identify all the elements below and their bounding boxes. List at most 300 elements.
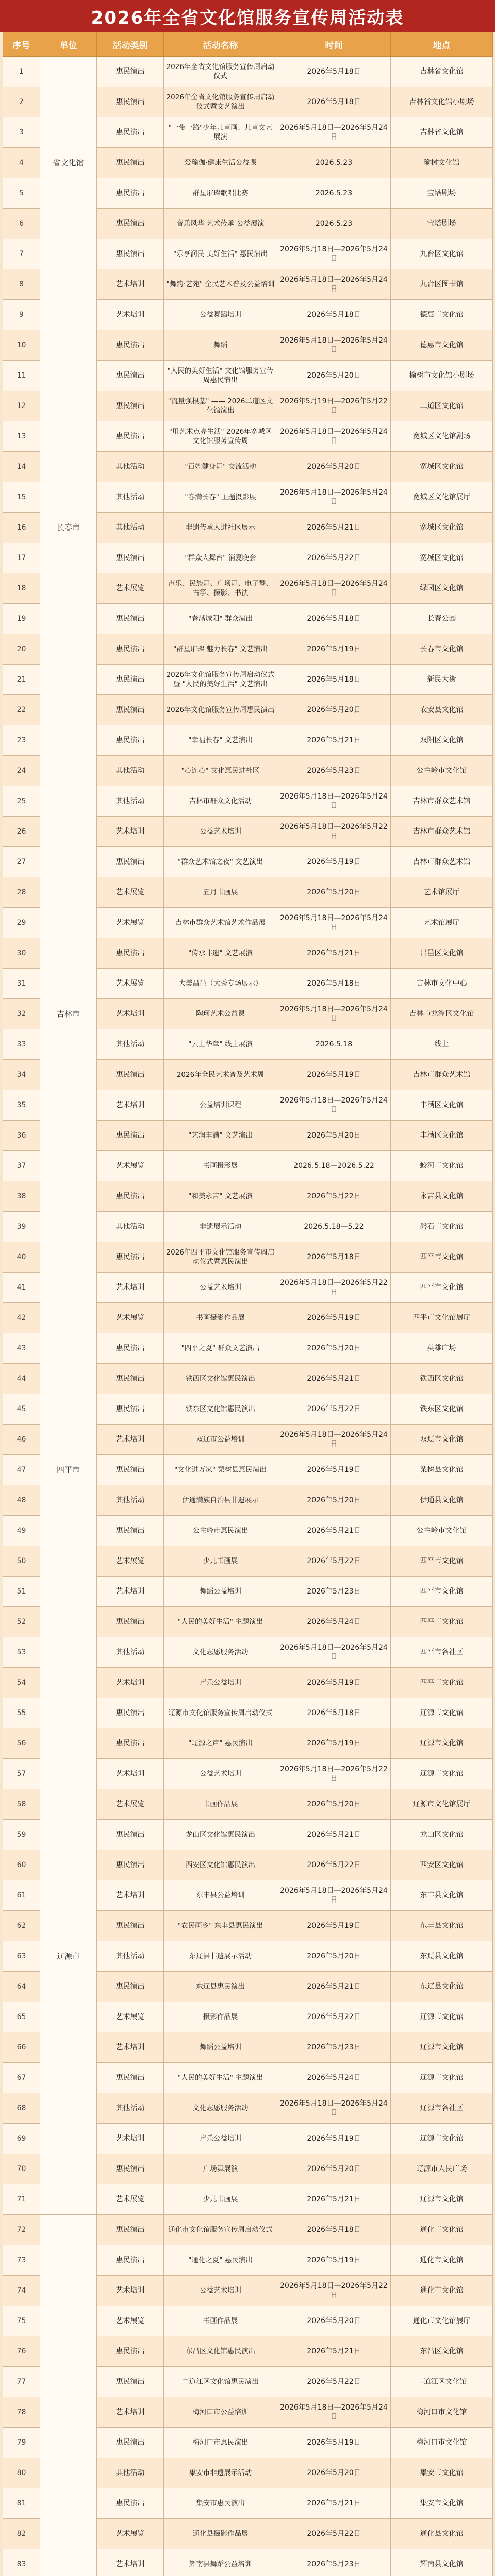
activity-name: 铁东区文化馆惠民演出 <box>164 1394 277 1425</box>
row-number: 8 <box>3 269 40 300</box>
activity-name: 集安市非遗展示活动 <box>164 2458 277 2488</box>
activity-name: 2026年文化馆服务宣传周惠民演出 <box>164 695 277 725</box>
activity-type: 惠民演出 <box>97 421 164 452</box>
activity-time: 2026年5月18日—2026年5月24日 <box>277 573 391 604</box>
activity-name: 辽源市文化馆服务宣传周启动仪式 <box>164 1698 277 1728</box>
activity-name: "艺润丰满" 文艺演出 <box>164 1121 277 1151</box>
row-number: 54 <box>3 1668 40 1698</box>
activity-place: 四平市文化馆 <box>391 1607 493 1637</box>
activity-time: 2026年5月20日 <box>277 452 391 482</box>
activity-place: 新民大街 <box>391 665 493 695</box>
row-number: 26 <box>3 817 40 847</box>
row-number: 83 <box>3 2549 40 2576</box>
activity-time: 2026年5月19日 <box>277 1668 391 1698</box>
activity-type: 艺术展览 <box>97 573 164 604</box>
activity-name: 少儿书画展 <box>164 2184 277 2215</box>
activity-name: 陶珂艺术公益课 <box>164 999 277 1029</box>
activity-time: 2026年5月21日 <box>277 513 391 543</box>
activity-place: 四平市各社区 <box>391 1637 493 1668</box>
activity-type: 艺术培训 <box>97 2549 164 2576</box>
row-number: 59 <box>3 1820 40 1850</box>
activity-name: "云上华章" 线上展演 <box>164 1029 277 1060</box>
row-number: 18 <box>3 573 40 604</box>
activity-name: 通化县摄影作品展 <box>164 2519 277 2549</box>
activity-time: 2026年5月19日 <box>277 1728 391 1759</box>
activity-place: 瑜树文化馆 <box>391 148 493 178</box>
activity-place: 吉林市群众艺术馆 <box>391 786 493 817</box>
activity-name: 铁西区文化馆惠民演出 <box>164 1364 277 1394</box>
activity-place: 辽源市文化馆 <box>391 2063 493 2093</box>
activity-type: 艺术培训 <box>97 300 164 330</box>
activity-name: 公益艺术培训 <box>164 1273 277 1303</box>
activity-type: 其他活动 <box>97 786 164 817</box>
activity-place: 榆树市文化馆小剧场 <box>391 361 493 391</box>
activity-time: 2026年5月19日 <box>277 1060 391 1090</box>
activity-name: 声乐公益培训 <box>164 1668 277 1698</box>
activity-type: 其他活动 <box>97 2093 164 2124</box>
row-number: 24 <box>3 756 40 786</box>
row-number: 49 <box>3 1516 40 1546</box>
activity-place: 宽城区文化馆剧场 <box>391 421 493 452</box>
row-number: 29 <box>3 908 40 938</box>
activity-place: 长春市文化馆 <box>391 634 493 665</box>
activity-time: 2026年5月23日 <box>277 2549 391 2576</box>
activity-time: 2026.5.18 <box>277 1029 391 1060</box>
activity-type: 其他活动 <box>97 1485 164 1516</box>
activity-type: 惠民演出 <box>97 391 164 421</box>
activity-place: 四平市文化馆 <box>391 1668 493 1698</box>
row-number: 67 <box>3 2063 40 2093</box>
activity-time: 2026年5月20日 <box>277 1121 391 1151</box>
table-row <box>3 269 493 300</box>
row-number: 51 <box>3 1577 40 1607</box>
activity-type: 惠民演出 <box>97 1911 164 1941</box>
row-number: 82 <box>3 2519 40 2549</box>
activity-name: 梅河口市公益培训 <box>164 2397 277 2428</box>
row-number: 13 <box>3 421 40 452</box>
page-title: 2026年全省文化馆服务宣传周活动表 <box>0 0 495 32</box>
activity-type: 惠民演出 <box>97 239 164 269</box>
activity-name: 东辽县非遗展示活动 <box>164 1941 277 1972</box>
row-number: 50 <box>3 1546 40 1577</box>
activity-type: 惠民演出 <box>97 330 164 361</box>
activity-place: 四平市文化馆 <box>391 1273 493 1303</box>
activity-time: 2026年5月21日 <box>277 1516 391 1546</box>
activity-type: 惠民演出 <box>97 938 164 969</box>
column-header: 活动类别 <box>97 32 164 57</box>
activity-name: 东辽县惠民演出 <box>164 1972 277 2002</box>
row-number: 3 <box>3 117 40 148</box>
activity-name: 音乐风华 艺术传承 公益展演 <box>164 209 277 239</box>
activity-time: 2026年5月20日 <box>277 1789 391 1820</box>
activity-time: 2026年5月18日—2026年5月24日 <box>277 239 391 269</box>
activity-time: 2026年5月18日—2026年5月22日 <box>277 817 391 847</box>
activity-name: 通化市文化馆服务宣传周启动仪式 <box>164 2215 277 2245</box>
activity-time: 2026年5月20日 <box>277 1333 391 1364</box>
activity-name: 2026年全民艺术普及艺术周 <box>164 1060 277 1090</box>
unit-cell: 吉林市 <box>40 786 97 1242</box>
activity-type: 其他活动 <box>97 452 164 482</box>
activity-place: 辉南县文化馆 <box>391 2549 493 2576</box>
column-header: 序号 <box>3 32 40 57</box>
row-number: 37 <box>3 1151 40 1181</box>
row-number: 11 <box>3 361 40 391</box>
activity-time: 2026年5月18日—2026年5月24日 <box>277 2093 391 2124</box>
activity-type: 惠民演出 <box>97 1455 164 1485</box>
activity-type: 惠民演出 <box>97 87 164 117</box>
activity-place: 通化市文化馆 <box>391 2215 493 2245</box>
activity-type: 其他活动 <box>97 2458 164 2488</box>
activity-time: 2026年5月18日 <box>277 1242 391 1273</box>
activity-type: 艺术展览 <box>97 908 164 938</box>
activity-name: "百姓健身舞" 交流活动 <box>164 452 277 482</box>
activity-name: 伊通满族自治县非遗展示 <box>164 1485 277 1516</box>
activity-place: 梨树县文化馆 <box>391 1455 493 1485</box>
activity-type: 艺术培训 <box>97 1577 164 1607</box>
activity-time: 2026年5月18日—2026年5月22日 <box>277 1273 391 1303</box>
activity-place: 梅河口市文化馆 <box>391 2428 493 2458</box>
activity-time: 2026.5.23 <box>277 178 391 209</box>
row-number: 61 <box>3 1880 40 1911</box>
activity-type: 惠民演出 <box>97 117 164 148</box>
activity-type: 其他活动 <box>97 482 164 513</box>
activity-name: 声乐公益培训 <box>164 2124 277 2154</box>
activity-place: 宽城区文化馆 <box>391 513 493 543</box>
row-number: 1 <box>3 57 40 87</box>
activity-time: 2026年5月22日 <box>277 2367 391 2397</box>
activity-place: 英雄广场 <box>391 1333 493 1364</box>
row-number: 32 <box>3 999 40 1029</box>
activity-name: 2026年全省文化馆服务宣传周启动仪式暨文艺演出 <box>164 87 277 117</box>
activity-name: 文化志愿服务活动 <box>164 2093 277 2124</box>
activity-place: 伊通县文化馆 <box>391 1485 493 1516</box>
activity-time: 2026年5月20日 <box>277 877 391 908</box>
table-row <box>3 57 493 87</box>
row-number: 63 <box>3 1941 40 1972</box>
activity-place: 艺术馆展厅 <box>391 877 493 908</box>
activity-time: 2026年5月18日 <box>277 2215 391 2245</box>
table-header <box>3 32 493 57</box>
activity-name: "通化之夏" 惠民演出 <box>164 2245 277 2276</box>
row-number: 17 <box>3 543 40 573</box>
activity-time: 2026年5月21日 <box>277 1972 391 2002</box>
activity-place: 昌邑区文化馆 <box>391 938 493 969</box>
activity-type: 艺术培训 <box>97 2124 164 2154</box>
activity-place: 辽源市人民广场 <box>391 2154 493 2184</box>
activity-type: 惠民演出 <box>97 148 164 178</box>
activity-type: 惠民演出 <box>97 2154 164 2184</box>
activity-time: 2026年5月22日 <box>277 1394 391 1425</box>
row-number: 52 <box>3 1607 40 1637</box>
activity-place: 东丰县文化馆 <box>391 1880 493 1911</box>
activity-place: 通化市文化馆 <box>391 2245 493 2276</box>
activity-place: 四平市文化馆 <box>391 1577 493 1607</box>
activity-name: "传承非遗" 文艺展演 <box>164 938 277 969</box>
activity-time: 2026年5月23日 <box>277 2032 391 2063</box>
activity-place: 龙山区文化馆 <box>391 1820 493 1850</box>
activity-time: 2026年5月18日 <box>277 665 391 695</box>
activity-name: "文化进万家" 梨树县惠民演出 <box>164 1455 277 1485</box>
activity-type: 惠民演出 <box>97 1394 164 1425</box>
activity-place: 蛟河市文化馆 <box>391 1151 493 1181</box>
activity-place: 永吉县文化馆 <box>391 1181 493 1212</box>
activity-time: 2026年5月20日 <box>277 361 391 391</box>
activity-name: 集安市惠民演出 <box>164 2488 277 2519</box>
activity-name: "群众大舞台" 消夏晚会 <box>164 543 277 573</box>
activity-time: 2026年5月18日 <box>277 604 391 634</box>
activity-place: 东辽县文化馆 <box>391 1941 493 1972</box>
activity-type: 艺术培训 <box>97 817 164 847</box>
row-number: 22 <box>3 695 40 725</box>
activity-type: 其他活动 <box>97 756 164 786</box>
row-number: 21 <box>3 665 40 695</box>
activity-time: 2026年5月22日 <box>277 1850 391 1880</box>
activity-type: 惠民演出 <box>97 1728 164 1759</box>
activity-place: 东昌区文化馆 <box>391 2336 493 2367</box>
row-number: 31 <box>3 969 40 999</box>
activity-name: 文化志愿服务活动 <box>164 1637 277 1668</box>
activity-place: 九台区图书馆 <box>391 269 493 300</box>
activity-place: 吉林省文化馆 <box>391 57 493 87</box>
activity-time: 2026年5月18日—2026年5月24日 <box>277 2397 391 2428</box>
activity-name: 公益艺术培训 <box>164 817 277 847</box>
row-number: 27 <box>3 847 40 877</box>
activity-name: "和美永吉" 文艺展演 <box>164 1181 277 1212</box>
activity-type: 艺术展览 <box>97 1546 164 1577</box>
activity-type: 惠民演出 <box>97 725 164 756</box>
activity-time: 2026年5月18日—2026年5月24日 <box>277 117 391 148</box>
row-number: 25 <box>3 786 40 817</box>
activity-type: 艺术展览 <box>97 1789 164 1820</box>
activity-place: 四平市文化馆展厅 <box>391 1303 493 1333</box>
activity-name: 书画摄影作品展 <box>164 1303 277 1333</box>
row-number: 66 <box>3 2032 40 2063</box>
row-number: 23 <box>3 725 40 756</box>
row-number: 5 <box>3 178 40 209</box>
activity-time: 2026年5月20日 <box>277 2458 391 2488</box>
row-number: 46 <box>3 1425 40 1455</box>
activity-type: 艺术培训 <box>97 1090 164 1121</box>
activity-name: 公益舞蹈培训 <box>164 300 277 330</box>
row-number: 58 <box>3 1789 40 1820</box>
activity-place: 线上 <box>391 1029 493 1060</box>
activity-place: 宽城区文化馆展厅 <box>391 482 493 513</box>
table-row <box>3 1698 493 1728</box>
row-number: 41 <box>3 1273 40 1303</box>
activity-type: 艺术培训 <box>97 2032 164 2063</box>
activity-type: 惠民演出 <box>97 1607 164 1637</box>
activity-name: 书画作品展 <box>164 1789 277 1820</box>
activity-type: 其他活动 <box>97 1941 164 1972</box>
activity-place: 辽源市文化馆 <box>391 2184 493 2215</box>
activity-place: 东辽县文化馆 <box>391 1972 493 2002</box>
activity-time: 2026年5月22日 <box>277 1546 391 1577</box>
activity-name: "人民的美好生活" 主题演出 <box>164 2063 277 2093</box>
activity-name: 摄影作品展 <box>164 2002 277 2032</box>
activity-name: "用艺术点亮生活" 2026年宽城区文化馆服务宣传周 <box>164 421 277 452</box>
activity-name: 爱瑜伽·健康生活公益课 <box>164 148 277 178</box>
activity-time: 2026年5月18日 <box>277 300 391 330</box>
row-number: 62 <box>3 1911 40 1941</box>
activity-place: 四平市文化馆 <box>391 1546 493 1577</box>
activity-type: 艺术展览 <box>97 877 164 908</box>
activity-type: 艺术培训 <box>97 1668 164 1698</box>
activity-name: "舞韵·艺苑" 全民艺术普及公益培训 <box>164 269 277 300</box>
activity-place: 宝塔剧场 <box>391 178 493 209</box>
activity-time: 2026年5月18日 <box>277 87 391 117</box>
table-body <box>3 57 493 2576</box>
activity-place: 吉林市龙潭区文化馆 <box>391 999 493 1029</box>
activity-time: 2026年5月20日 <box>277 2154 391 2184</box>
activity-type: 惠民演出 <box>97 2063 164 2093</box>
activity-time: 2026年5月21日 <box>277 725 391 756</box>
activity-time: 2026年5月18日—2026年5月24日 <box>277 269 391 300</box>
row-number: 74 <box>3 2276 40 2306</box>
activity-name: "春满长春" 主题摄影展 <box>164 482 277 513</box>
row-number: 14 <box>3 452 40 482</box>
activity-name: "心连心" 文化惠民进社区 <box>164 756 277 786</box>
row-number: 15 <box>3 482 40 513</box>
activity-name: 2026年四平市文化馆服务宣传周启动仪式暨惠民演出 <box>164 1242 277 1273</box>
activity-name: 西安区文化馆惠民演出 <box>164 1850 277 1880</box>
activity-type: 艺术展览 <box>97 1151 164 1181</box>
activity-name: 声乐、民族舞、广场舞、电子琴、古筝、摄影、书法 <box>164 573 277 604</box>
column-header: 时间 <box>277 32 391 57</box>
activity-name: 梅河口市惠民演出 <box>164 2428 277 2458</box>
activity-name: "辽源之声" 惠民演出 <box>164 1728 277 1759</box>
activity-type: 惠民演出 <box>97 2215 164 2245</box>
activity-type: 艺术展览 <box>97 2306 164 2336</box>
activity-time: 2026年5月18日—2026年5月24日 <box>277 1637 391 1668</box>
activity-place: 辽源市文化馆 <box>391 2124 493 2154</box>
row-number: 53 <box>3 1637 40 1668</box>
activity-time: 2026年5月20日 <box>277 2306 391 2336</box>
row-number: 36 <box>3 1121 40 1151</box>
row-number: 81 <box>3 2488 40 2519</box>
activity-time: 2026年5月18日—2026年5月24日 <box>277 1880 391 1911</box>
activity-time: 2026年5月18日 <box>277 57 391 87</box>
activity-time: 2026年5月22日 <box>277 2519 391 2549</box>
activity-type: 艺术培训 <box>97 269 164 300</box>
activity-name: "流量强根基" —— 2026二道区文化馆演出 <box>164 391 277 421</box>
activity-type: 惠民演出 <box>97 2245 164 2276</box>
row-number: 10 <box>3 330 40 361</box>
activity-place: 东丰县文化馆 <box>391 1911 493 1941</box>
row-number: 80 <box>3 2458 40 2488</box>
activity-name: "四平之夏" 群众文艺演出 <box>164 1333 277 1364</box>
unit-cell: 省文化馆 <box>40 57 97 269</box>
activity-time: 2026年5月18日 <box>277 1698 391 1728</box>
activity-place: 吉林省文化馆小剧场 <box>391 87 493 117</box>
unit-cell: 四平市 <box>40 1242 97 1698</box>
activity-time: 2026年5月19日 <box>277 1455 391 1485</box>
activity-time: 2026年5月19日 <box>277 2428 391 2458</box>
row-number: 73 <box>3 2245 40 2276</box>
activity-type: 惠民演出 <box>97 1850 164 1880</box>
row-number: 57 <box>3 1759 40 1789</box>
activity-type: 惠民演出 <box>97 2367 164 2397</box>
activity-time: 2026年5月19日 <box>277 2124 391 2154</box>
activity-type: 艺术培训 <box>97 999 164 1029</box>
activity-type: 艺术展览 <box>97 2184 164 2215</box>
row-number: 12 <box>3 391 40 421</box>
activity-type: 惠民演出 <box>97 695 164 725</box>
activity-time: 2026年5月21日 <box>277 1364 391 1394</box>
activity-time: 2026年5月18日—2026年5月24日 <box>277 1425 391 1455</box>
activity-time: 2026年5月21日 <box>277 2336 391 2367</box>
activity-place: 辽源市文化馆 <box>391 2032 493 2063</box>
table-row <box>3 2215 493 2245</box>
activity-type: 其他活动 <box>97 1029 164 1060</box>
activity-name: 东昌区文化馆惠民演出 <box>164 2336 277 2367</box>
activity-type: 其他活动 <box>97 1212 164 1242</box>
row-number: 71 <box>3 2184 40 2215</box>
activity-time: 2026年5月18日—2026年5月22日 <box>277 1759 391 1789</box>
activity-name: "一带一路"少年儿童画、儿童文艺展演 <box>164 117 277 148</box>
activity-time: 2026年5月19日 <box>277 847 391 877</box>
activity-place: 宽城区文化馆 <box>391 452 493 482</box>
activity-type: 惠民演出 <box>97 1972 164 2002</box>
activity-name: 辉南县舞蹈公益培训 <box>164 2549 277 2576</box>
row-number: 56 <box>3 1728 40 1759</box>
activity-name: 吉林市群众文化活动 <box>164 786 277 817</box>
row-number: 48 <box>3 1485 40 1516</box>
activity-type: 惠民演出 <box>97 2488 164 2519</box>
activity-time: 2026年5月18日—2026年5月24日 <box>277 482 391 513</box>
activity-time: 2026年5月23日 <box>277 756 391 786</box>
activity-name: 广场舞展演 <box>164 2154 277 2184</box>
activity-name: 公益艺术培训 <box>164 1759 277 1789</box>
activity-place: 宽城区文化馆 <box>391 543 493 573</box>
activity-name: 公益艺术培训 <box>164 2276 277 2306</box>
activity-type: 惠民演出 <box>97 361 164 391</box>
row-number: 79 <box>3 2428 40 2458</box>
activity-place: 磐石市文化馆 <box>391 1212 493 1242</box>
row-number: 16 <box>3 513 40 543</box>
activity-time: 2026年5月21日 <box>277 2184 391 2215</box>
activity-name: 五月书画展 <box>164 877 277 908</box>
activity-name: 2026年全省文化馆服务宣传周启动仪式 <box>164 57 277 87</box>
row-number: 43 <box>3 1333 40 1364</box>
activity-place: 铁东区文化馆 <box>391 1394 493 1425</box>
activity-time: 2026年5月21日 <box>277 2488 391 2519</box>
activity-time: 2026年5月18日—2026年5月24日 <box>277 1090 391 1121</box>
activity-type: 惠民演出 <box>97 665 164 695</box>
activity-place: 公主岭市文化馆 <box>391 1516 493 1546</box>
activity-place: 宝塔剧场 <box>391 209 493 239</box>
activity-place: 通化县文化馆 <box>391 2519 493 2549</box>
header-row <box>3 32 493 57</box>
column-header: 地点 <box>391 32 493 57</box>
activity-type: 惠民演出 <box>97 209 164 239</box>
unit-cell: 辽源市 <box>40 1698 97 2215</box>
activity-place: 吉林市群众艺术馆 <box>391 817 493 847</box>
row-number: 47 <box>3 1455 40 1485</box>
row-number: 68 <box>3 2093 40 2124</box>
activity-type: 艺术培训 <box>97 2397 164 2428</box>
activity-name: 2026年文化馆服务宣传周启动仪式暨 "人民的美好生活" 文艺演出 <box>164 665 277 695</box>
activity-time: 2026.5.18—2026.5.22 <box>277 1151 391 1181</box>
activity-name: 二道江区文化馆惠民演出 <box>164 2367 277 2397</box>
row-number: 64 <box>3 1972 40 2002</box>
activity-name: 东丰县公益培训 <box>164 1880 277 1911</box>
activity-type: 惠民演出 <box>97 1698 164 1728</box>
table-row <box>3 1242 493 1273</box>
row-number: 7 <box>3 239 40 269</box>
activity-time: 2026年5月18日—2026年5月24日 <box>277 786 391 817</box>
activity-type: 惠民演出 <box>97 2336 164 2367</box>
activity-type: 惠民演出 <box>97 604 164 634</box>
